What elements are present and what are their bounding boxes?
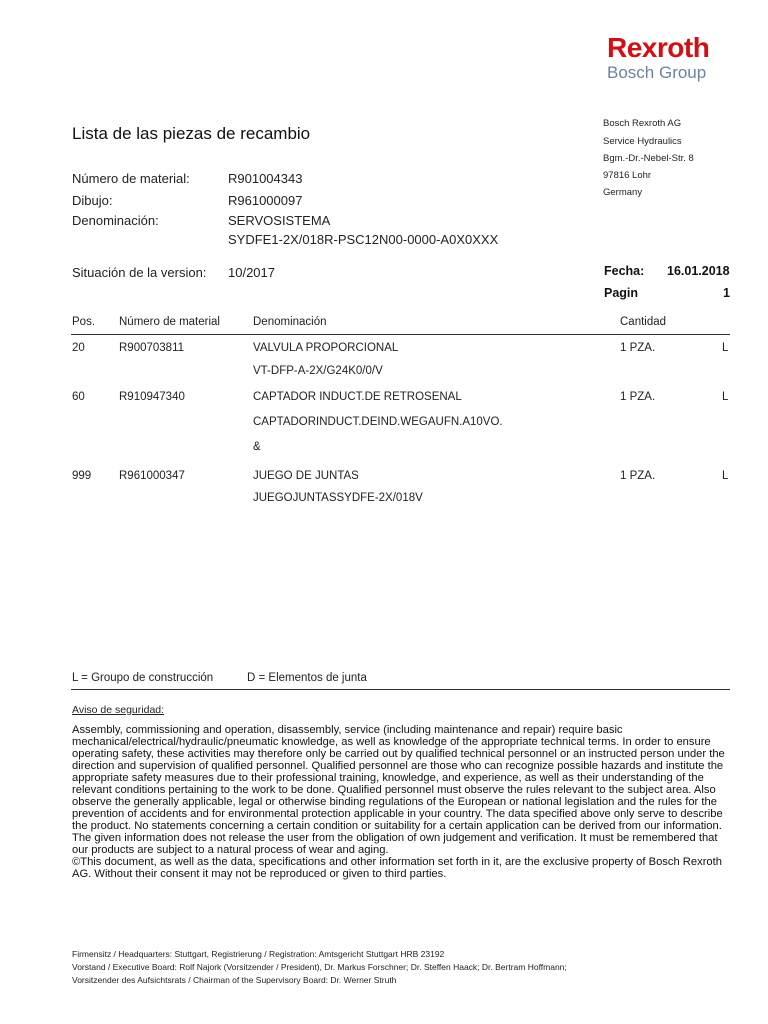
col-header-pos: Pos. bbox=[72, 316, 96, 328]
row-cantidad: 1 PZA. bbox=[620, 470, 656, 482]
row-pos: 999 bbox=[72, 470, 92, 482]
row-flag: L bbox=[722, 470, 729, 482]
material-label: Número de material: bbox=[72, 171, 190, 186]
row-pos: 20 bbox=[72, 342, 85, 354]
aviso-body bbox=[72, 724, 732, 880]
col-header-cantidad: Cantidad bbox=[620, 316, 667, 328]
legend-rule bbox=[71, 689, 730, 690]
table-header-rule bbox=[71, 334, 730, 335]
row-denominacion-2: JUEGOJUNTASSYDFE-2X/018V bbox=[253, 492, 423, 504]
row-denominacion: JUEGO DE JUNTAS bbox=[253, 470, 359, 482]
pagin-value: 1 bbox=[723, 286, 730, 300]
footer-line: Vorsitzender des Aufsichtsrats / Chairman of the Supervisory Board: Dr. Werner Struth bbox=[72, 975, 397, 985]
dibujo-label: Dibujo: bbox=[72, 193, 113, 208]
footer-line: Vorstand / Executive Board: Rolf Najork (Vorsitzender / President), Dr. Markus Forschner; Dr. Steffen Haack; Dr. Bertram Hoffmann; bbox=[72, 962, 567, 972]
row-material: R910947340 bbox=[119, 391, 185, 403]
address-line: Bosch Rexroth AG bbox=[603, 118, 682, 129]
row-denominacion-2: VT-DFP-A-2X/G24K0/0/V bbox=[253, 365, 383, 377]
aviso-text: Assembly, commissioning and operation, disassembly, service (including maintenance and repair) require basic mechanical/electrical/hydraulic/pneumatic knowledge, as well as knowledge of the appropriate technical terms. In order to ensure operating safety, these activities may therefore only be carried out by qualified technical personnel or an instructed person under the direction and supervision of qualified personnel. Qualified personnel are those who can recognize possible hazards and institute the appropriate safety measures due to their professional training, knowledge, and experience, as well as their understanding of the relevant conditions pertaining to the work to be done. Qualified personnel must observe the rules relevant to the subject area. Also observe the generally applicable, legal or otherwise binding regulations of the European or national legislation and the rules for the prevention of accidents and for environmental protection applicable in your country. The data specified above only serve to describe the product. No statements concerning a certain condition or suitability for a certain application can be derived from our information. The given information does not release the user from the obligation of own judgement and verification. It must be remembered that our products are subject to a natural process of wear and aging. bbox=[72, 724, 725, 856]
situacion-label: Situación de la version: bbox=[72, 265, 207, 280]
situacion-value: 10/2017 bbox=[228, 265, 275, 280]
address-line: Germany bbox=[603, 187, 643, 198]
rexroth-logo: Rexroth bbox=[607, 32, 710, 63]
bosch-group-logo: Bosch Group bbox=[607, 63, 707, 82]
dibujo-value: R961000097 bbox=[228, 193, 303, 208]
address-line: Bgm.-Dr.-Nebel-Str. 8 bbox=[603, 153, 694, 164]
footer-line: Firmensitz / Headquarters: Stuttgart, Registrierung / Registration: Amtsgericht Stuttgart HRB 23192 bbox=[72, 949, 445, 959]
document-title: Lista de las piezas de recambio bbox=[72, 124, 311, 143]
col-header-denominacion: Denominación bbox=[253, 316, 327, 328]
row-denominacion: VALVULA PROPORCIONAL bbox=[253, 342, 399, 354]
row-flag: L bbox=[722, 391, 729, 403]
address-line: Service Hydraulics bbox=[603, 136, 682, 147]
row-cantidad: 1 PZA. bbox=[620, 391, 656, 403]
denominacion-value: SERVOSISTEMA bbox=[228, 213, 331, 228]
aviso-title: Aviso de seguridad: bbox=[72, 704, 165, 716]
fecha-label: Fecha: bbox=[604, 264, 645, 278]
legend-d: D = Elementos de junta bbox=[247, 672, 367, 684]
col-header-material: Número de material bbox=[119, 316, 220, 328]
address-line: 97816 Lohr bbox=[603, 170, 652, 181]
pagin-label: Pagin bbox=[604, 286, 639, 300]
denominacion-label: Denominación: bbox=[72, 213, 159, 228]
denominacion-value-2: SYDFE1-2X/018R-PSC12N00-0000-A0X0XXX bbox=[228, 232, 499, 247]
row-denominacion: CAPTADOR INDUCT.DE RETROSENAL bbox=[253, 391, 462, 403]
row-flag: L bbox=[722, 342, 729, 354]
row-material: R900703811 bbox=[119, 342, 185, 354]
row-material: R961000347 bbox=[119, 470, 185, 482]
legend-l: L = Groupo de construcción bbox=[72, 672, 214, 684]
material-value: R901004343 bbox=[228, 171, 303, 186]
fecha-value: 16.01.2018 bbox=[667, 264, 730, 278]
aviso-copyright: ©This document, as well as the data, specifications and other information set forth in it, are the exclusive property of Bosch Rexroth AG. Without their consent it may not be reproduced or given to third parties. bbox=[72, 856, 722, 880]
row-pos: 60 bbox=[72, 391, 85, 403]
row-cantidad: 1 PZA. bbox=[620, 342, 656, 354]
row-denominacion-2: CAPTADORINDUCT.DEIND.WEGAUFN.A10VO. bbox=[253, 416, 503, 428]
row-denominacion-3: & bbox=[253, 441, 261, 453]
